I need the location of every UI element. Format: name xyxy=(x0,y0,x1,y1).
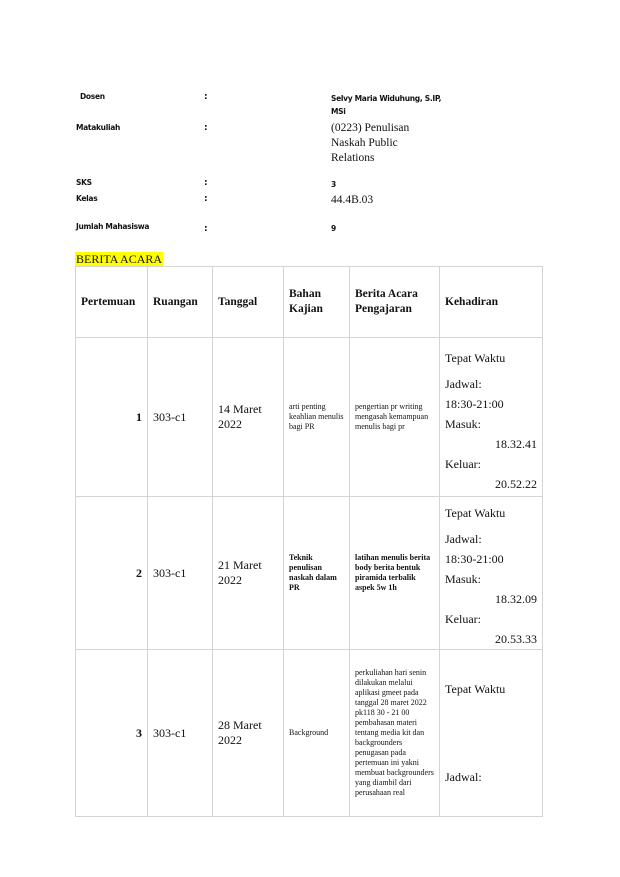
matakuliah-value: (0223) Penulisan Naskah Public Relations xyxy=(331,122,410,164)
keluar-label: Keluar: xyxy=(445,612,481,626)
header-kehadiran: Kehadiran xyxy=(440,267,543,338)
kehadiran-status: Tepat Waktu xyxy=(445,682,506,696)
jumlah-value: 9 xyxy=(331,224,336,233)
cell-ruangan: 303-c1 xyxy=(148,497,213,650)
table-header-row xyxy=(76,267,543,338)
table-row xyxy=(76,338,543,497)
jumlah-colon: : xyxy=(204,224,208,234)
dosen-label: Dosen xyxy=(80,92,105,101)
matakuliah-label: Matakuliah xyxy=(76,123,121,132)
table-row xyxy=(76,497,543,650)
cell-ruangan: 303-c1 xyxy=(148,338,213,497)
cell-bahan-kajian: Background xyxy=(284,650,350,817)
kehadiran-status: Tepat Waktu xyxy=(445,351,506,365)
jadwal-value: 18:30-21:00 xyxy=(445,552,504,566)
masuk-value: 18.32.09 xyxy=(495,592,537,606)
header-ruangan: Ruangan xyxy=(148,267,213,338)
header-tanggal: Tanggal xyxy=(213,267,284,338)
kelas-label: Kelas xyxy=(76,194,98,203)
dosen-value: Selvy Maria Widuhung, S.IP, MSi xyxy=(331,94,442,116)
cell-pertemuan: 2 xyxy=(76,497,148,650)
cell-kehadiran xyxy=(440,497,543,650)
cell-tanggal: 14 Maret 2022 xyxy=(213,338,284,497)
header-pertemuan: Pertemuan xyxy=(76,267,148,338)
cell-pertemuan: 3 xyxy=(76,650,148,817)
cell-pertemuan: 1 xyxy=(76,338,148,497)
keluar-label: Keluar: xyxy=(445,457,481,471)
masuk-label: Masuk: xyxy=(445,572,481,586)
cell-tanggal: 21 Maret 2022 xyxy=(213,497,284,650)
table-row xyxy=(76,650,543,817)
dosen-colon: : xyxy=(204,92,208,102)
jadwal-label: Jadwal: xyxy=(445,532,482,546)
kelas-value: 44.4B.03 xyxy=(331,194,374,206)
keluar-value: 20.53.33 xyxy=(495,632,537,646)
cell-bahan-kajian: Teknik penulisan naskah dalam PR xyxy=(284,497,350,650)
cell-berita-acara: latihan menulis berita body berita bentuk piramida terbalik aspek 5w 1h xyxy=(350,497,440,650)
sks-value: 3 xyxy=(331,180,336,189)
masuk-value: 18.32.41 xyxy=(495,437,537,451)
kelas-colon: : xyxy=(204,194,208,204)
header-berita-acara: Berita Acara Pengajaran xyxy=(350,267,440,338)
jadwal-label: Jadwal: xyxy=(445,770,482,784)
cell-kehadiran xyxy=(440,650,543,817)
cell-bahan-kajian: arti penting keahlian menulis bagi PR xyxy=(284,338,350,497)
jadwal-label: Jadwal: xyxy=(445,377,482,391)
cell-kehadiran xyxy=(440,338,543,497)
keluar-value: 20.52.22 xyxy=(495,477,537,491)
cell-tanggal: 28 Maret 2022 xyxy=(213,650,284,817)
sks-label: SKS xyxy=(76,178,92,187)
cell-ruangan: 303-c1 xyxy=(148,650,213,817)
section-title: BERITA ACARA xyxy=(76,252,163,266)
masuk-label: Masuk: xyxy=(445,417,481,431)
header-bahan-kajian: Bahan Kajian xyxy=(284,267,350,338)
berita-acara-table xyxy=(75,266,543,817)
matakuliah-colon: : xyxy=(204,123,208,133)
sks-colon: : xyxy=(204,178,208,188)
jadwal-value: 18:30-21:00 xyxy=(445,397,504,411)
jumlah-label: Jumlah Mahasiswa xyxy=(76,222,150,231)
cell-berita-acara: pengertian pr writing mengasah kemampuan menulis bagi pr xyxy=(350,338,440,497)
kehadiran-status: Tepat Waktu xyxy=(445,506,506,520)
cell-berita-acara: perkuliahan hari senin dilakukan melalui aplikasi gmeet pada tanggal 28 maret 2022 pk118 30 - 21 00 pembahasan materi tentang media kit dan backgrounders penugasan pada pertemuan ini yakni membuat backgrounders yang diambil dari perusahaan real xyxy=(350,650,440,817)
